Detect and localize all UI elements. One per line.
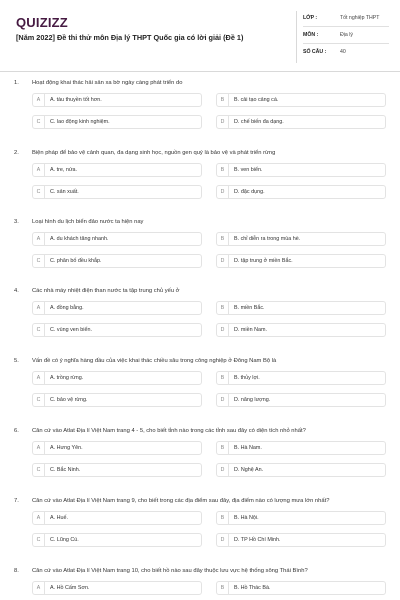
document-header bbox=[0, 0, 400, 72]
option-letter: D bbox=[217, 394, 229, 406]
option-b[interactable] bbox=[216, 232, 386, 246]
question-8 bbox=[0, 568, 400, 600]
meta-row-class bbox=[303, 11, 389, 27]
option-c[interactable] bbox=[32, 323, 202, 337]
option-letter: A bbox=[33, 94, 45, 106]
question-number: 7. bbox=[14, 498, 19, 504]
meta-key: MÔN : bbox=[303, 32, 319, 38]
option-text: D. chế biến đa dạng. bbox=[234, 119, 284, 125]
question-6 bbox=[0, 428, 400, 498]
option-c[interactable] bbox=[32, 115, 202, 129]
option-b[interactable] bbox=[216, 371, 386, 385]
question-text: Căn cứ vào Atlat Địa lí Việt Nam trang 10, cho biết hồ nào sau đây thuộc lưu vực hệ thống sông Thái Bình? bbox=[32, 568, 308, 574]
option-c[interactable] bbox=[32, 254, 202, 268]
option-text: C. Lũng Cú. bbox=[50, 537, 79, 543]
option-text: B. Hà Nam. bbox=[234, 445, 262, 451]
option-d[interactable] bbox=[216, 323, 386, 337]
option-text: A. đồng bằng. bbox=[50, 305, 84, 311]
option-a[interactable] bbox=[32, 163, 202, 177]
option-letter: B bbox=[217, 164, 229, 176]
option-letter: A bbox=[33, 442, 45, 454]
question-number: 1. bbox=[14, 80, 19, 86]
option-letter: C bbox=[33, 255, 45, 267]
option-text: A. du khách tăng nhanh. bbox=[50, 236, 109, 242]
question-5 bbox=[0, 358, 400, 428]
option-letter: D bbox=[217, 464, 229, 476]
option-letter: C bbox=[33, 324, 45, 336]
option-letter: D bbox=[217, 116, 229, 128]
divider bbox=[303, 43, 389, 44]
option-c[interactable] bbox=[32, 185, 202, 199]
option-letter: B bbox=[217, 94, 229, 106]
option-letter: D bbox=[217, 534, 229, 546]
option-letter: B bbox=[217, 302, 229, 314]
option-a[interactable] bbox=[32, 371, 202, 385]
option-letter: C bbox=[33, 394, 45, 406]
option-d[interactable] bbox=[216, 533, 386, 547]
option-text: B. Hồ Thác Bà. bbox=[234, 585, 271, 591]
option-d[interactable] bbox=[216, 115, 386, 129]
option-letter: A bbox=[33, 372, 45, 384]
option-letter: D bbox=[217, 186, 229, 198]
option-text: C. phân bố đều khắp. bbox=[50, 258, 102, 264]
option-letter: C bbox=[33, 186, 45, 198]
option-c[interactable] bbox=[32, 533, 202, 547]
option-text: A. Hưng Yên. bbox=[50, 445, 83, 451]
option-text: C. Bắc Ninh. bbox=[50, 467, 81, 473]
option-text: D. tập trung ở miền Bắc. bbox=[234, 258, 293, 264]
option-b[interactable] bbox=[216, 511, 386, 525]
option-c[interactable] bbox=[32, 393, 202, 407]
option-letter: D bbox=[217, 324, 229, 336]
option-letter: C bbox=[33, 464, 45, 476]
option-text: C. lao động kinh nghiệm. bbox=[50, 119, 110, 125]
option-d[interactable] bbox=[216, 393, 386, 407]
question-number: 2. bbox=[14, 150, 19, 156]
question-number: 5. bbox=[14, 358, 19, 364]
option-text: D. miền Nam. bbox=[234, 327, 267, 333]
option-d[interactable] bbox=[216, 185, 386, 199]
option-a[interactable] bbox=[32, 441, 202, 455]
option-text: B. miền Bắc. bbox=[234, 305, 265, 311]
option-c[interactable] bbox=[32, 463, 202, 477]
option-text: B. ven biển. bbox=[234, 167, 263, 173]
question-3 bbox=[0, 219, 400, 289]
question-number: 3. bbox=[14, 219, 19, 225]
meta-key: SỐ CÂU : bbox=[303, 49, 327, 55]
option-letter: C bbox=[33, 116, 45, 128]
option-d[interactable] bbox=[216, 254, 386, 268]
question-text: Loại hình du lịch biển đảo nước ta hiện nay bbox=[32, 219, 144, 225]
option-text: D. đặc dụng. bbox=[234, 189, 265, 195]
option-d[interactable] bbox=[216, 463, 386, 477]
question-number: 8. bbox=[14, 568, 19, 574]
option-letter: A bbox=[33, 302, 45, 314]
option-text: C. sản xuất. bbox=[50, 189, 79, 195]
option-text: B. thủy lợi. bbox=[234, 375, 260, 381]
option-text: A. trồng rừng. bbox=[50, 375, 84, 381]
question-text: Căn cứ vào Atlat Địa lí Việt Nam trang 4 - 5, cho biết tỉnh nào trong các tỉnh sau đây có diện tích nhỏ nhất? bbox=[32, 428, 306, 434]
option-letter: B bbox=[217, 582, 229, 594]
option-b[interactable] bbox=[216, 301, 386, 315]
question-text: Hoạt động khai thác hải sản xa bờ ngày càng phát triển do bbox=[32, 80, 183, 86]
meta-info-box bbox=[296, 11, 389, 63]
option-letter: A bbox=[33, 512, 45, 524]
question-number: 6. bbox=[14, 428, 19, 434]
question-2 bbox=[0, 150, 400, 220]
option-text: C. vùng ven biển. bbox=[50, 327, 92, 333]
option-text: B. chỉ diễn ra trong mùa hè. bbox=[234, 236, 301, 242]
option-b[interactable] bbox=[216, 93, 386, 107]
question-7 bbox=[0, 498, 400, 568]
meta-value: 40 bbox=[340, 49, 346, 55]
option-text: B. Hà Nội. bbox=[234, 515, 259, 521]
option-a[interactable] bbox=[32, 511, 202, 525]
option-letter: A bbox=[33, 582, 45, 594]
option-letter: B bbox=[217, 233, 229, 245]
meta-value: Địa lý bbox=[340, 32, 353, 38]
option-text: D. năng lượng. bbox=[234, 397, 271, 403]
option-b[interactable] bbox=[216, 581, 386, 595]
option-letter: A bbox=[33, 233, 45, 245]
option-letter: B bbox=[217, 512, 229, 524]
divider bbox=[303, 26, 389, 27]
question-number: 4. bbox=[14, 288, 19, 294]
option-a[interactable] bbox=[32, 581, 202, 595]
option-text: B. cải tạo cảng cá. bbox=[234, 97, 279, 103]
option-b[interactable] bbox=[216, 441, 386, 455]
meta-row-subject bbox=[303, 28, 389, 44]
question-text: Biện pháp để bảo vệ cảnh quan, đa dạng sinh học, nguồn gen quý là bảo vệ và phát triển rừng bbox=[32, 150, 276, 156]
quizizz-logo: QUIZIZZ bbox=[16, 15, 68, 30]
option-text: A. Hồ Cấm Sơn. bbox=[50, 585, 90, 591]
option-letter: D bbox=[217, 255, 229, 267]
question-text: Vấn đề có ý nghĩa hàng đầu của việc khai thác chiều sâu trong công nghiệp ở Đông Nam Bộ là bbox=[32, 358, 277, 364]
option-a[interactable] bbox=[32, 93, 202, 107]
option-b[interactable] bbox=[216, 163, 386, 177]
option-text: A. tre, nứa. bbox=[50, 167, 77, 173]
option-text: A. Huế. bbox=[50, 515, 68, 521]
question-text: Căn cứ vào Atlat Địa lí Việt Nam trang 9, cho biết trong các địa điểm sau đây, địa điểm nào có lượng mưa lớn nhất? bbox=[32, 498, 330, 504]
option-letter: B bbox=[217, 442, 229, 454]
option-letter: B bbox=[217, 372, 229, 384]
option-text: D. Nghệ An. bbox=[234, 467, 264, 473]
document-title: [Năm 2022] Đề thi thử môn Địa lý THPT Quốc gia có lời giải (Đề 1) bbox=[16, 33, 244, 42]
question-text: Các nhà máy nhiệt điện than nước ta tập trung chủ yếu ở bbox=[32, 288, 180, 294]
option-a[interactable] bbox=[32, 301, 202, 315]
option-letter: A bbox=[33, 164, 45, 176]
option-letter: C bbox=[33, 534, 45, 546]
option-a[interactable] bbox=[32, 232, 202, 246]
option-text: C. bảo vệ rừng. bbox=[50, 397, 88, 403]
meta-key: LỚP : bbox=[303, 15, 318, 21]
option-text: A. tàu thuyền tốt hơn. bbox=[50, 97, 102, 103]
meta-value: Tốt nghiệp THPT bbox=[340, 15, 380, 21]
question-4 bbox=[0, 288, 400, 358]
question-1 bbox=[0, 80, 400, 150]
meta-row-count bbox=[303, 45, 389, 61]
option-text: D. TP Hồ Chí Minh. bbox=[234, 537, 281, 543]
